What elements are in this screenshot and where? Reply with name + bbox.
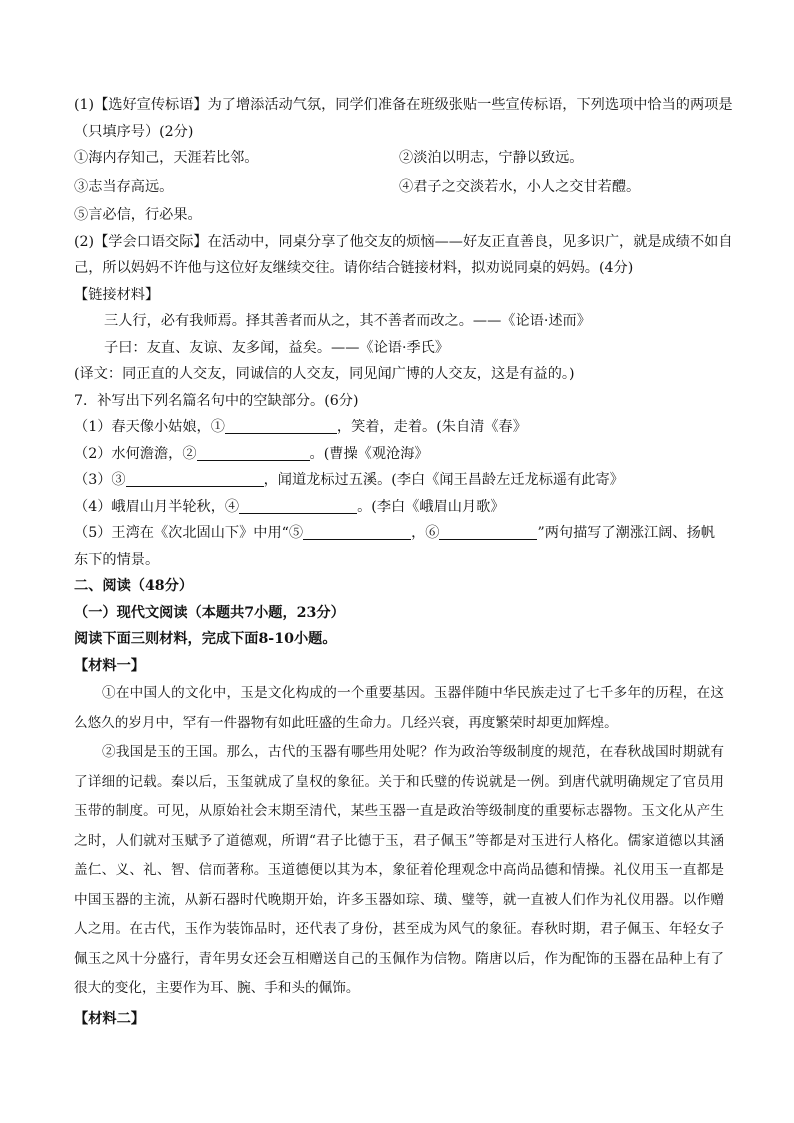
q7-item-2-prefix: （2）水何澹澹，②	[74, 445, 197, 462]
reading-instruction: 阅读下面三则材料，完成下面8-10小题。	[74, 631, 337, 647]
options-row-1	[74, 145, 724, 172]
q7-item-5-cont: 东下的情景。	[74, 551, 160, 568]
q7-item-5-suffix: ”两句描写了潮涨江阔、扬帆	[537, 525, 715, 541]
options-row-2	[74, 174, 724, 201]
q7-item-1	[74, 414, 724, 441]
q7-item-2-suffix: 。(曹操《观沧海》	[309, 445, 429, 462]
q7-item-4-prefix: （4）峨眉山月半轮秋，④	[74, 498, 240, 515]
translation: (译文：同正直的人交友，同诚信的人交友，同见闻广博的人交友，这是有益的。)	[74, 366, 575, 382]
answer-blank-4[interactable]	[239, 497, 357, 514]
q7-title: 7．补写出下列名篇名句中的空缺部分。(6分)	[74, 392, 359, 409]
q7-item-4	[74, 494, 724, 521]
link-material-quote-1: 三人行，必有我师焉。择其善者而从之，其不善者而改之。——《论语·述而》	[104, 313, 591, 329]
link-material-title: 【链接材料】	[74, 286, 160, 303]
material-1-title: 【材料一】	[74, 657, 145, 674]
option-1: ①海内存知己，天涯若比邻。	[74, 150, 259, 166]
q7-item-2	[74, 441, 724, 468]
q7-item-1-suffix: ，笑着，走着。(朱自清《春》	[336, 419, 527, 435]
link-material-quote-2: 子曰：友直、友谅、友多闻，益矣。——《论语·季氏》	[104, 339, 450, 356]
answer-blank-2[interactable]	[197, 444, 310, 461]
q7-item-5	[74, 520, 724, 547]
option-3: ③志当存高远。	[74, 178, 174, 195]
exam-page	[74, 92, 733, 1032]
q7-item-5-prefix: （5）王湾在《次北固山下》中用“⑤	[74, 525, 304, 541]
option-2: ②淡泊以明志，宁静以致远。	[399, 150, 584, 166]
modern-reading-subtitle: （一）现代文阅读（本题共7小题，23分）	[74, 604, 345, 621]
q7-item-3-suffix: ，闻道龙标过五溪。(李白《闻王昌龄左迁龙标遥有此寄》	[263, 472, 624, 488]
answer-blank-3[interactable]	[126, 470, 264, 487]
option-5: ⑤言必信，行必果。	[74, 207, 202, 223]
material-2-title: 【材料二】	[74, 1010, 145, 1027]
section-reading-title: 二、阅读（48分）	[74, 578, 194, 594]
q6-part1-line1: (1)【选好宣传标语】为了增添活动气氛，同学们准备在班级张贴一些宣传标语，下列选项中恰当的两项是	[74, 97, 733, 113]
q7-item-3	[74, 467, 724, 494]
q7-item-4-suffix: 。(李白《峨眉山月歌》	[357, 498, 505, 515]
option-4: ④君子之交淡若水，小人之交甘若醴。	[399, 178, 641, 195]
q7-item-1-prefix: （1）春天像小姑娘，①	[74, 419, 225, 435]
q7-item-3-prefix: （3）③	[74, 472, 126, 488]
answer-blank-5[interactable]	[303, 523, 411, 540]
material-1-body	[74, 679, 724, 1004]
q7-item-5-mid: ，⑥	[411, 525, 440, 541]
q6-part2-line2: 己，所以妈妈不许他与这位好友继续交往。请你结合链接材料，拟劝说同桌的妈妈。(4分)	[74, 260, 634, 276]
q6-part1-line2: （只填序号）(2分)	[74, 123, 194, 140]
answer-blank-1[interactable]	[225, 417, 337, 434]
q6-part2-line1: (2)【学会口语交际】在活动中，同桌分享了他交友的烦恼——好友正直善良，见多识广，就是成绩不如自	[74, 233, 733, 250]
material-1-paragraph-2: ②我国是玉的王国。那么，古代的玉器有哪些用处呢？作为政治等级制度的规范，在春秋战国时期就有了详细的记载。秦以后，玉玺就成了皇权的象征。关于和氏璧的传说就是一例。到唐代就明确规定了官员用玉带的制度。可见，从原始社会末期至清代，某些玉器一直是政治等级制度的重要标志器物。玉文化从产生之时，人们就对玉赋予了道德观，所谓“君子比德于玉，君子佩玉”等都是对玉进行人格化。儒家道德以其涵盖仁、义、礼、智、信而著称。玉道德便以其为本，象征着伦理观念中高尚品德和情操。礼仪用玉一直都是中国玉器的主流，从新石器时代晚期开始，许多玉器如琮、璜、璧等，就一直被人们作为礼仪用器。以作赠人之用。在古代，玉作为装饰品时，还代表了身份，甚至成为风气的象征。春秋时期，君子佩玉、年轻女子佩玉之风十分盛行，青年男女还会互相赠送自己的玉佩作为信物。隋唐以后，作为配饰的玉器在品种上有了很大的变化，主要作为耳、腕、手和头的佩饰。	[74, 744, 724, 996]
answer-blank-6[interactable]	[439, 523, 537, 540]
material-1-paragraph-1: ①在中国人的文化中，玉是文化构成的一个重要基因。玉器伴随中华民族走过了七千多年的历程，在这么悠久的岁月中，罕有一件器物有如此旺盛的生命力。几经兴衰，再度繁荣时却更加辉煌。	[74, 685, 724, 731]
